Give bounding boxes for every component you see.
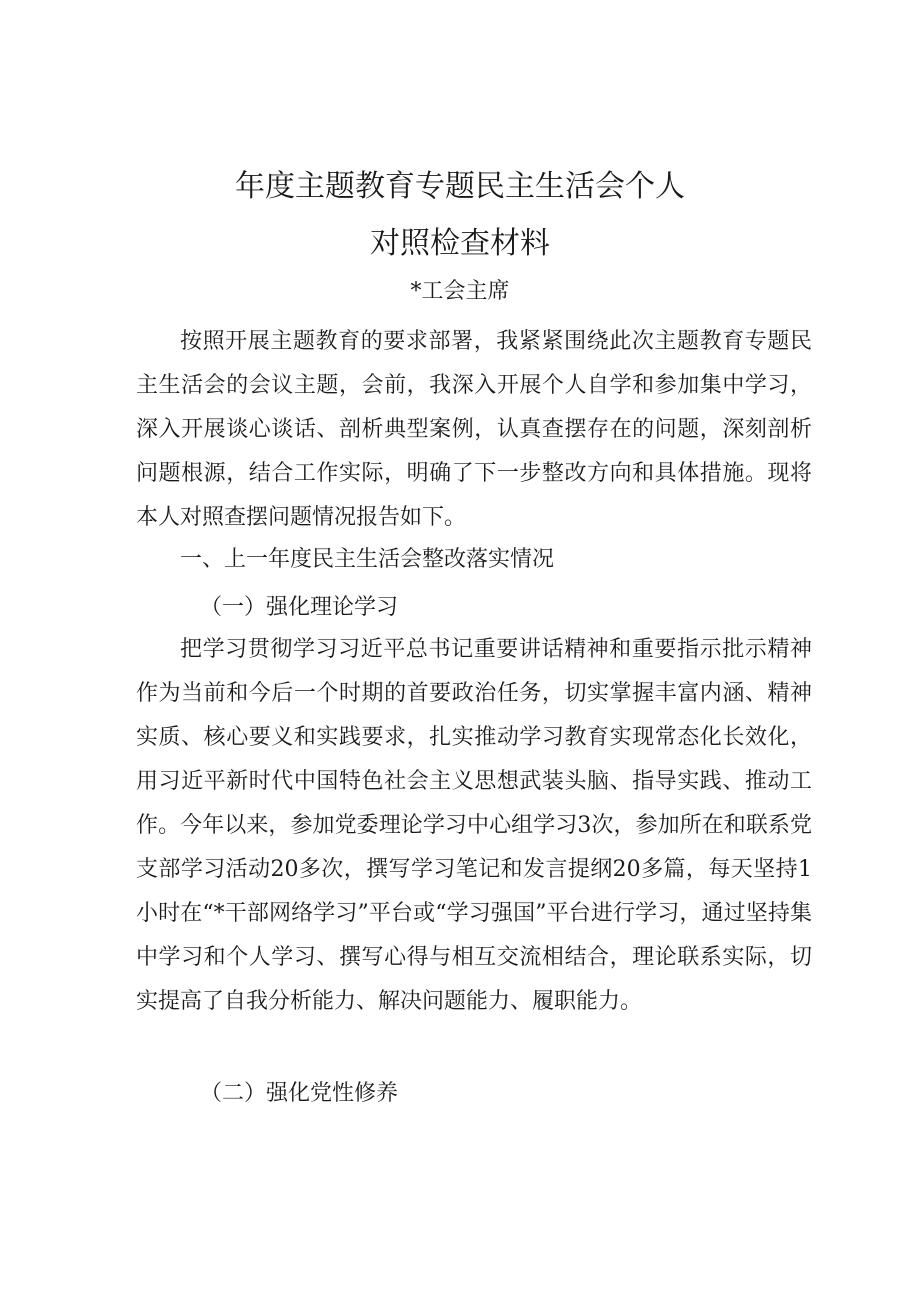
section-heading-1: 一、上一年度民主生活会整改落实情况 [180,547,555,572]
subsection-1-paragraph: 把学习贯彻学习习近平总书记重要讲话精神和重要指示批示精神作为当前和今后一个时期的首要政治任务，切实掌握丰富内涵、精神实质、核心要义和实践要求，扎实推动学习教育实现常态化长效化，用习近平新时代中国特色社会主义思想武装头脑、指导实践、推动工作。今年以来，参加党委理论学习中心组学习3次，参加所在和联系党支部学习活动20多次，撰写学习笔记和发言提纲20多篇，每天坚持1小时在“*干部网络学习”平台或“学习强国”平台进行学习，通过坚持集中学习和个人学习、撰写心得与相互交流相结合，理论联系实际，切实提高了自我分析能力、解决问题能力、履职能力。 [136,637,812,1014]
document-title-line-1: 年度主题教育专题民主生活会个人 [235,169,685,204]
subsection-heading-1: （一）强化理论学习 [200,595,399,620]
author-line: *工会主席 [410,279,510,304]
subsection-heading-2: （二）强化党性修养 [200,1081,399,1106]
intro-paragraph: 按照开展主题教育的要求部署，我紧紧围绕此次主题教育专题民主生活会的会议主题，会前，我深入开展个人自学和参加集中学习，深入开展谈心谈话、剖析典型案例，认真查摆存在的问题，深刻剖析问题根源，结合工作实际，明确了下一步整改方向和具体措施。现将本人对照查摆问题情况报告如下。 [136,329,812,530]
document-title-line-2: 对照检查材料 [370,226,550,261]
